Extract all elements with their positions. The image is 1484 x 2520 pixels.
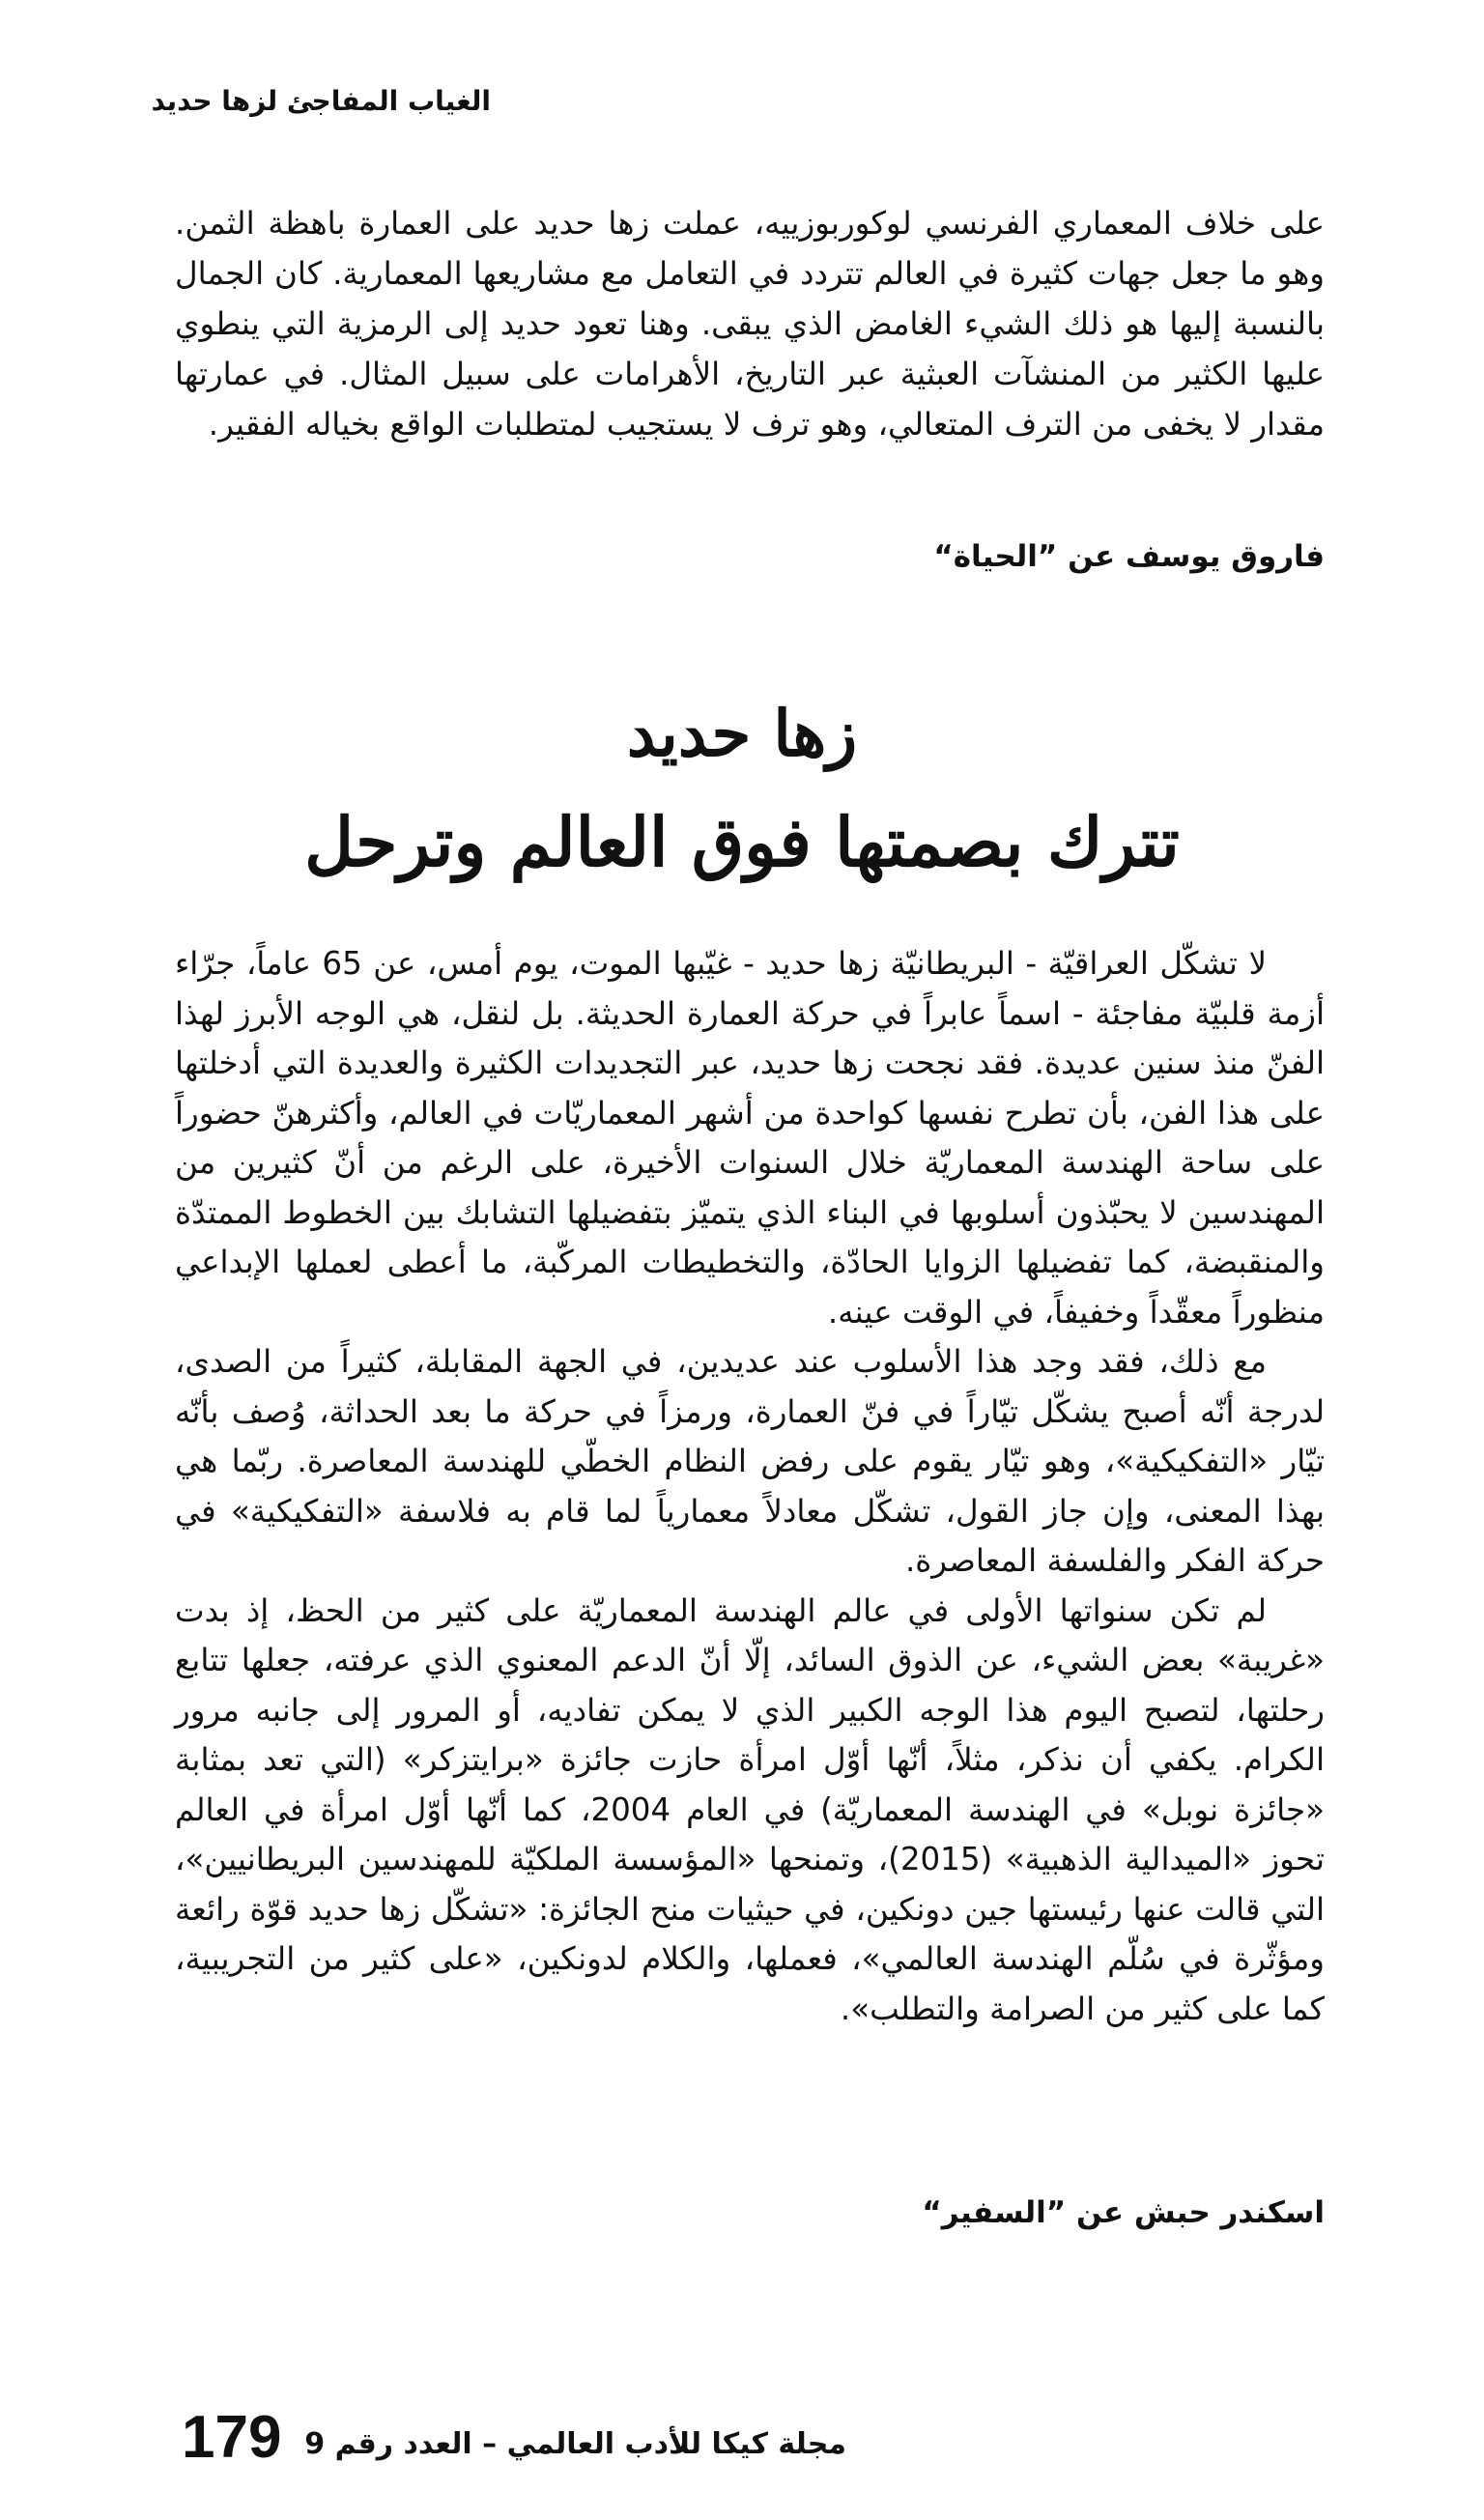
article-paragraph: لم تكن سنواتها الأولى في عالم الهندسة المعماريّة على كثير من الحظ، إذ بدت «غريبة» بعض الشيء، عن الذوق السائد، إلّا أنّ الدعم المعنوي الذي عرفته، جعلها تتابع رحلتها، لتصبح اليوم هذا الوجه الكبير الذي لا يمكن تفاديه، أو المرور إلى جانبه مرور الكرام. يكفي أن نذكر، مثلاً، أنّها أوّل امرأة حازت جائزة «برايتزكر» (التي تعد بمثابة «جائزة نوبل» في الهندسة المعماريّة) في العام 2004، كما أنّها أوّل امرأة في العالم تحوز «الميدالية الذهبية» (2015)، وتمنحها «المؤسسة الملكيّة للمهندسين البريطانيين»، التي قالت عنها رئيستها جين دونكين، في حيثيات منح الجائزة: «تشكّل زها حديد قوّة رائعة ومؤثّرة في سُلّم الهندسة العالمي»، فعملها، والكلام لدونكين، «على كثير من التجريبية، كما على كثير من الصرامة والتطلب».	[175, 1591, 1325, 2027]
article-paragraph: لا تشكّل العراقيّة - البريطانيّة زها حديد - غيّبها الموت، يوم أمس، عن 65 عاماً، جرّاء أزمة قلبيّة مفاجئة - اسماً عابراً في حركة العمارة الحديثة. بل لنقل، هي الوجه الأبرز لهذا الفنّ منذ سنين عديدة. فقد نجحت زها حديد، عبر التجديدات الكثيرة والعديدة التي أدخلتها على هذا الفن، بأن تطرح نفسها كواحدة من أشهر المعماريّات في العالم، وأكثرهنّ حضوراً على ساحة الهندسة المعماريّة خلال السنوات الأخيرة، على الرغم من أنّ كثيرين من المهندسين لا يحبّذون أسلوبها في البناء الذي يتميّز بتفضيلها التشابك بين الخطوط الممتدّة والمنقبضة، كما تفضيلها الزوايا الحادّة، والتخطيطات المركّبة، ما أعطى لعملها الإبداعي منظوراً معقّداً وخفيفاً، في الوقت عينه.	[175, 945, 1325, 1331]
article-title-line-2: تترك بصمتها فوق العالم وترحل	[304, 802, 1180, 882]
intro-paragraph: على خلاف المعماري الفرنسي لوكوربوزييه، عملت زها حديد على العمارة باهظة الثمن. وهو ما جعل جهات كثيرة في العالم تتردد في التعامل مع مشاريعها المعمارية. كان الجمال بالنسبة إليها هو ذلك الشيء الغامض الذي يبقى. وهنا تعود حديد إلى الرمزية التي ينطوي عليها الكثير من المنشآت العبثية عبر التاريخ، الأهرامات على سبيل المثال. في عمارتها مقدار لا يخفى من الترف المتعالي، وهو ترف لا يستجيب لمتطلبات الواقع بخياله الفقير.	[175, 205, 1325, 443]
article-byline: اسكندر حبش عن ”السفير“	[922, 2195, 1325, 2230]
page-number: 179	[182, 2404, 282, 2471]
article-body	[175, 939, 1325, 2034]
intro-excerpt	[175, 198, 1325, 449]
running-header: الغياب المفاجئ لزها حديد	[151, 85, 491, 117]
article-title-line-1: زها حديد	[626, 696, 858, 771]
intro-byline: فاروق يوسف عن ”الحياة“	[933, 539, 1325, 574]
journal-footer: مجلة كيكا للأدب العالمي – العدد رقم 9	[304, 2427, 846, 2461]
article-paragraph: مع ذلك، فقد وجد هذا الأسلوب عند عديدين، في الجهة المقابلة، كثيراً من الصدى، لدرجة أنّه أصبح يشكّل تيّاراً في فنّ العمارة، ورمزاً في حركة ما بعد الحداثة، وُصف بأنّه تيّار «التفكيكية»، وهو تيّار يقوم على رفض النظام الخطّي للهندسة المعاصرة. ربّما هي بهذا المعنى، وإن جاز القول، تشكّل معادلاً معمارياً لما قام به فلاسفة «التفكيكية» في حركة الفكر والفلسفة المعاصرة.	[175, 1343, 1325, 1579]
